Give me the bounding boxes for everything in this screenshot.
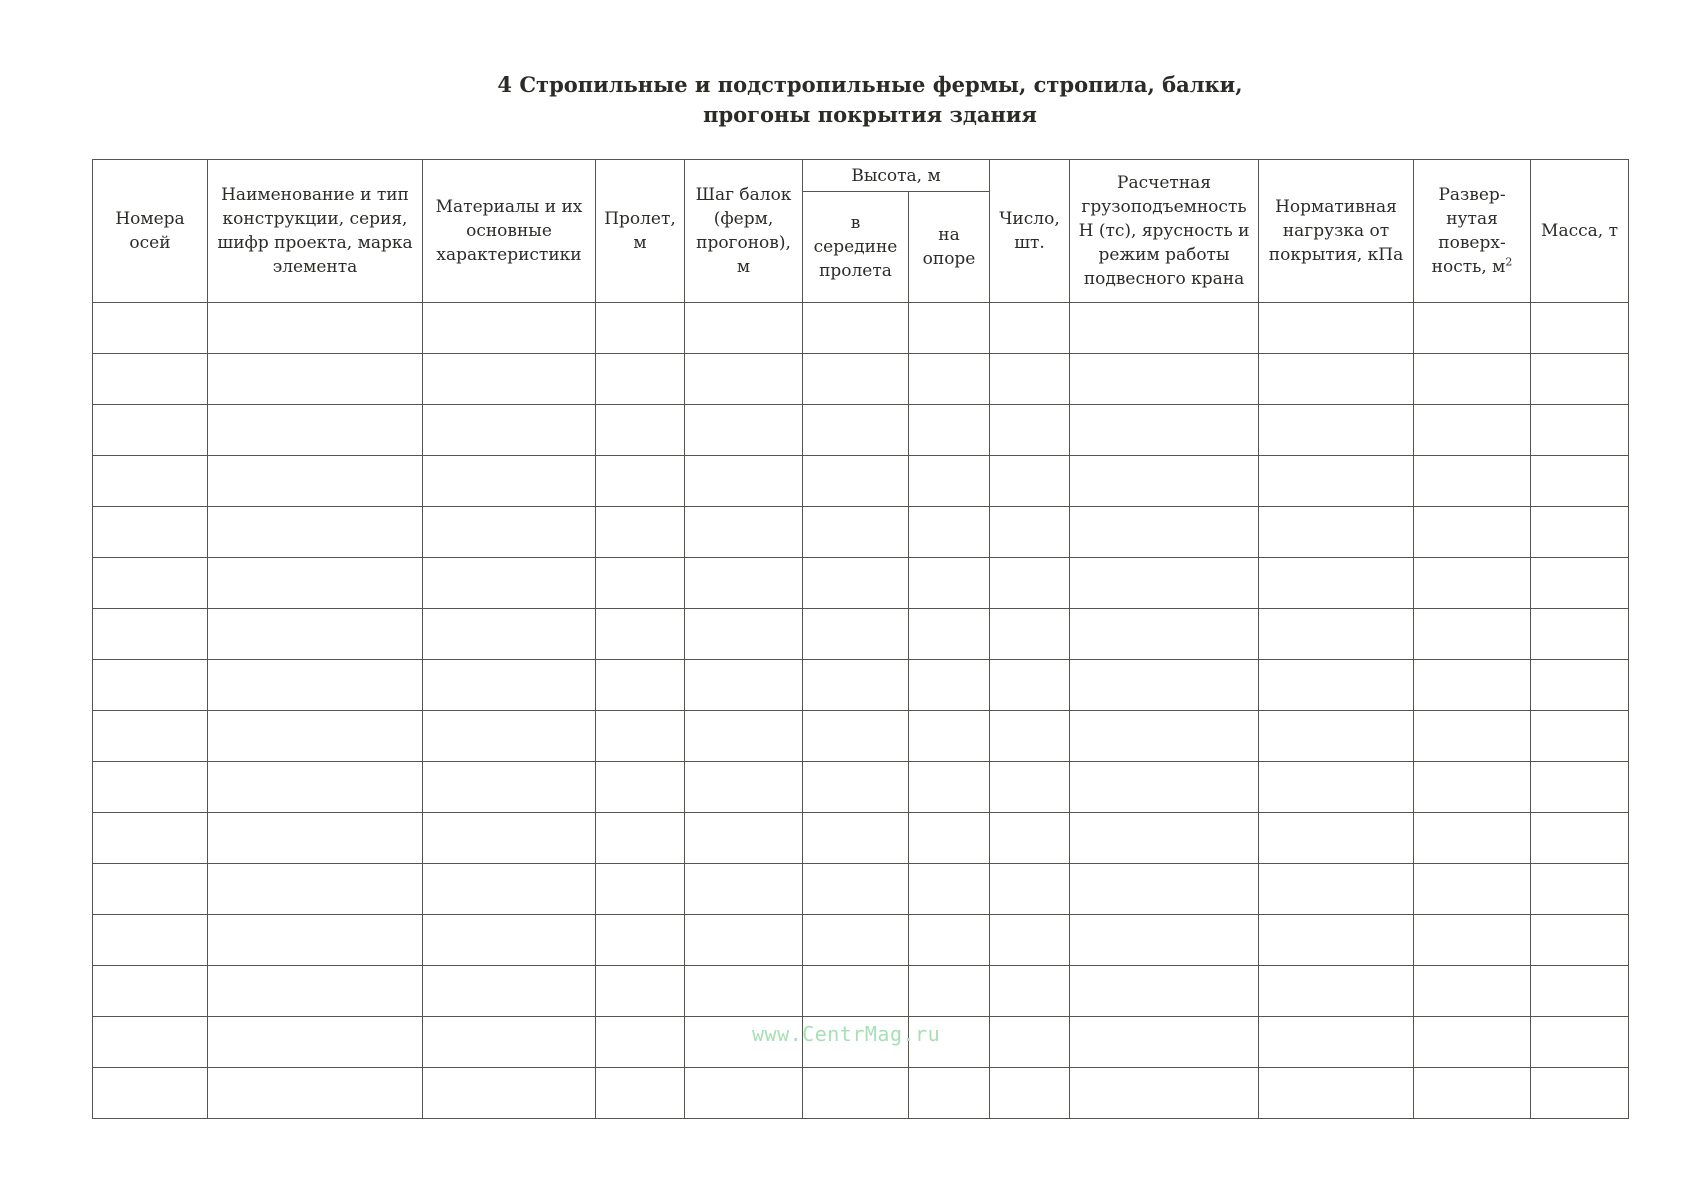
table-cell[interactable] xyxy=(423,507,596,558)
table-row xyxy=(93,354,1629,405)
header-load: Нормативная нагрузка от покрытия, кПа xyxy=(1259,160,1414,303)
table-cell[interactable] xyxy=(1070,609,1259,660)
table-cell[interactable] xyxy=(423,405,596,456)
header-span: Пролет, м xyxy=(596,160,685,303)
table-cell[interactable] xyxy=(596,762,685,813)
table-cell[interactable] xyxy=(1259,354,1414,405)
table-row xyxy=(93,456,1629,507)
table-cell[interactable] xyxy=(1070,456,1259,507)
table-cell[interactable] xyxy=(909,507,990,558)
header-axes: Номера осей xyxy=(93,160,208,303)
table-row xyxy=(93,558,1629,609)
table-row xyxy=(93,966,1629,1017)
table-cell[interactable] xyxy=(596,456,685,507)
table-cell[interactable] xyxy=(423,609,596,660)
table-cell[interactable] xyxy=(990,1068,1070,1119)
table-cell[interactable] xyxy=(596,558,685,609)
table-cell[interactable] xyxy=(685,915,803,966)
table-cell[interactable] xyxy=(93,915,208,966)
table-cell[interactable] xyxy=(1414,354,1531,405)
table-cell[interactable] xyxy=(1070,711,1259,762)
table-row xyxy=(93,762,1629,813)
table-cell[interactable] xyxy=(803,405,909,456)
table-cell[interactable] xyxy=(208,303,423,354)
table-cell[interactable] xyxy=(909,864,990,915)
table-cell[interactable] xyxy=(208,915,423,966)
table-cell[interactable] xyxy=(1414,507,1531,558)
table-cell[interactable] xyxy=(596,966,685,1017)
table-cell[interactable] xyxy=(685,660,803,711)
table-cell[interactable] xyxy=(1531,762,1629,813)
table-cell[interactable] xyxy=(803,660,909,711)
table-cell[interactable] xyxy=(208,1068,423,1119)
table-row xyxy=(93,507,1629,558)
table-row xyxy=(93,813,1629,864)
header-materials: Материалы и их основные характеристики xyxy=(423,160,596,303)
table-cell[interactable] xyxy=(596,354,685,405)
table-cell[interactable] xyxy=(596,1017,685,1068)
table-cell[interactable] xyxy=(423,915,596,966)
table-cell[interactable] xyxy=(909,303,990,354)
table-cell[interactable] xyxy=(1414,915,1531,966)
table-cell[interactable] xyxy=(423,762,596,813)
table-cell[interactable] xyxy=(1070,354,1259,405)
table-cell[interactable] xyxy=(596,507,685,558)
table-row xyxy=(93,609,1629,660)
table-cell[interactable] xyxy=(423,813,596,864)
table-cell[interactable] xyxy=(803,813,909,864)
table-cell[interactable] xyxy=(685,966,803,1017)
table-cell[interactable] xyxy=(208,354,423,405)
header-surface: Развер-нутая поверх-ность, $м^2$ xyxy=(1414,160,1531,303)
table-cell[interactable] xyxy=(423,456,596,507)
table-cell[interactable] xyxy=(803,303,909,354)
table-cell[interactable] xyxy=(1259,864,1414,915)
table-cell[interactable] xyxy=(208,609,423,660)
table-cell[interactable] xyxy=(93,507,208,558)
table-cell[interactable] xyxy=(1531,507,1629,558)
table-cell[interactable] xyxy=(990,813,1070,864)
surface-unit-superscript: 2 xyxy=(1505,255,1513,269)
table-cell[interactable] xyxy=(1070,762,1259,813)
table-cell[interactable] xyxy=(1070,1068,1259,1119)
table-cell[interactable] xyxy=(93,456,208,507)
table-cell[interactable] xyxy=(909,711,990,762)
table-cell[interactable] xyxy=(1259,507,1414,558)
table-cell[interactable] xyxy=(1259,456,1414,507)
header-height-support: на опоре xyxy=(909,192,990,303)
table-cell[interactable] xyxy=(1414,711,1531,762)
table-cell[interactable] xyxy=(423,660,596,711)
table-cell[interactable] xyxy=(1531,915,1629,966)
table-row xyxy=(93,303,1629,354)
header-height-mid: в середине пролета xyxy=(803,192,909,303)
table-cell[interactable] xyxy=(93,711,208,762)
table-cell[interactable] xyxy=(208,558,423,609)
table-cell[interactable] xyxy=(685,405,803,456)
table-cell[interactable] xyxy=(685,507,803,558)
table-cell[interactable] xyxy=(208,711,423,762)
table-cell[interactable] xyxy=(93,354,208,405)
table-row xyxy=(93,1068,1629,1119)
table-cell[interactable] xyxy=(1531,354,1629,405)
table-cell[interactable] xyxy=(1259,711,1414,762)
table-cell[interactable] xyxy=(1259,609,1414,660)
table-cell[interactable] xyxy=(990,354,1070,405)
table-cell[interactable] xyxy=(1531,864,1629,915)
table-cell[interactable] xyxy=(423,558,596,609)
header-height-group: Высота, м xyxy=(803,160,990,192)
table-cell[interactable] xyxy=(596,609,685,660)
table-cell[interactable] xyxy=(909,609,990,660)
table-cell[interactable] xyxy=(803,558,909,609)
table-cell[interactable] xyxy=(1070,303,1259,354)
table-cell[interactable] xyxy=(990,558,1070,609)
table-cell[interactable] xyxy=(990,1017,1070,1068)
table-cell[interactable] xyxy=(596,303,685,354)
table-cell[interactable] xyxy=(208,507,423,558)
table-cell[interactable] xyxy=(909,660,990,711)
table-row xyxy=(93,405,1629,456)
table-cell[interactable] xyxy=(93,813,208,864)
table-cell[interactable] xyxy=(1414,1017,1531,1068)
table-cell[interactable] xyxy=(93,1068,208,1119)
table-cell[interactable] xyxy=(1259,660,1414,711)
table-cell[interactable] xyxy=(685,456,803,507)
table-cell[interactable] xyxy=(1414,558,1531,609)
table-cell[interactable] xyxy=(93,303,208,354)
table-cell[interactable] xyxy=(93,558,208,609)
watermark: www.CentrMag.ru xyxy=(752,1022,941,1046)
table-cell[interactable] xyxy=(685,864,803,915)
table-cell[interactable] xyxy=(1259,813,1414,864)
table-cell[interactable] xyxy=(803,456,909,507)
table-cell[interactable] xyxy=(803,354,909,405)
table-cell[interactable] xyxy=(93,1017,208,1068)
table-cell[interactable] xyxy=(1531,558,1629,609)
table-cell[interactable] xyxy=(93,609,208,660)
table-cell[interactable] xyxy=(909,1068,990,1119)
table-cell[interactable] xyxy=(423,1017,596,1068)
table-cell[interactable] xyxy=(1414,660,1531,711)
table-cell[interactable] xyxy=(909,456,990,507)
table-cell[interactable] xyxy=(685,1068,803,1119)
table-cell[interactable] xyxy=(596,711,685,762)
table-cell[interactable] xyxy=(208,864,423,915)
table-cell[interactable] xyxy=(685,558,803,609)
table-cell[interactable] xyxy=(990,303,1070,354)
table-cell[interactable] xyxy=(803,711,909,762)
table-row xyxy=(93,660,1629,711)
table-row xyxy=(93,864,1629,915)
table-cell[interactable] xyxy=(1531,1017,1629,1068)
table-cell[interactable] xyxy=(423,1068,596,1119)
table-cell[interactable] xyxy=(1414,303,1531,354)
table-cell[interactable] xyxy=(1070,864,1259,915)
table-cell[interactable] xyxy=(1070,558,1259,609)
table-cell[interactable] xyxy=(1070,405,1259,456)
table-cell[interactable] xyxy=(1531,1068,1629,1119)
table-cell[interactable] xyxy=(803,966,909,1017)
table-cell[interactable] xyxy=(1531,456,1629,507)
table-cell[interactable] xyxy=(1259,915,1414,966)
table-cell[interactable] xyxy=(423,303,596,354)
table-cell[interactable] xyxy=(93,405,208,456)
table-cell[interactable] xyxy=(803,507,909,558)
table-cell[interactable] xyxy=(1531,660,1629,711)
table-cell[interactable] xyxy=(596,405,685,456)
table-cell[interactable] xyxy=(423,354,596,405)
table-cell[interactable] xyxy=(423,864,596,915)
table-cell[interactable] xyxy=(803,864,909,915)
table-cell[interactable] xyxy=(1414,609,1531,660)
table-cell[interactable] xyxy=(1070,915,1259,966)
table-body xyxy=(93,303,1629,1119)
table-cell[interactable] xyxy=(208,966,423,1017)
table-cell[interactable] xyxy=(93,864,208,915)
header-name: Наименование и тип конструкции, серия, шифр проекта, марка элемента xyxy=(208,160,423,303)
table-cell[interactable] xyxy=(990,405,1070,456)
header-crane: Расчетная грузоподъемность Н (тс), ярусность и режим работы подвесного крана xyxy=(1070,160,1259,303)
table-cell[interactable] xyxy=(909,762,990,813)
table-cell[interactable] xyxy=(423,966,596,1017)
table-cell[interactable] xyxy=(990,456,1070,507)
table-cell[interactable] xyxy=(685,711,803,762)
table-cell[interactable] xyxy=(423,711,596,762)
table-cell[interactable] xyxy=(990,507,1070,558)
table-cell[interactable] xyxy=(208,660,423,711)
table-cell[interactable] xyxy=(685,813,803,864)
table-cell[interactable] xyxy=(1259,762,1414,813)
table-cell[interactable] xyxy=(685,762,803,813)
table-cell[interactable] xyxy=(596,813,685,864)
table-cell[interactable] xyxy=(1070,813,1259,864)
table-cell[interactable] xyxy=(596,915,685,966)
table-cell[interactable] xyxy=(990,609,1070,660)
table-cell[interactable] xyxy=(1414,762,1531,813)
table-cell[interactable] xyxy=(93,660,208,711)
table-cell[interactable] xyxy=(990,864,1070,915)
table-cell[interactable] xyxy=(208,813,423,864)
table-cell[interactable] xyxy=(1414,966,1531,1017)
table-cell[interactable] xyxy=(685,354,803,405)
header-mass: Масса, т xyxy=(1531,160,1629,303)
table-cell[interactable] xyxy=(1259,303,1414,354)
table-cell[interactable] xyxy=(990,660,1070,711)
table-cell[interactable] xyxy=(909,915,990,966)
table-cell[interactable] xyxy=(1259,1017,1414,1068)
table-cell[interactable] xyxy=(93,966,208,1017)
table-cell[interactable] xyxy=(1070,1017,1259,1068)
table-cell[interactable] xyxy=(909,558,990,609)
table-cell[interactable] xyxy=(1259,405,1414,456)
table-cell[interactable] xyxy=(990,711,1070,762)
table-cell[interactable] xyxy=(803,915,909,966)
table-row xyxy=(93,915,1629,966)
table-cell[interactable] xyxy=(1531,405,1629,456)
table-cell[interactable] xyxy=(990,915,1070,966)
table-cell[interactable] xyxy=(1414,1068,1531,1119)
table-cell[interactable] xyxy=(1414,813,1531,864)
table-cell[interactable] xyxy=(909,966,990,1017)
table-cell[interactable] xyxy=(1259,558,1414,609)
table-cell[interactable] xyxy=(1259,1068,1414,1119)
table-cell[interactable] xyxy=(1531,966,1629,1017)
table-cell[interactable] xyxy=(93,762,208,813)
table-cell[interactable] xyxy=(208,456,423,507)
title-line-2: прогоны покрытия здания xyxy=(703,102,1037,127)
table-cell[interactable] xyxy=(1531,303,1629,354)
table-cell[interactable] xyxy=(596,1068,685,1119)
header-count: Число, шт. xyxy=(990,160,1070,303)
table-cell[interactable] xyxy=(1531,711,1629,762)
table-cell[interactable] xyxy=(208,762,423,813)
table-cell[interactable] xyxy=(1531,813,1629,864)
table-cell[interactable] xyxy=(596,864,685,915)
table-cell[interactable] xyxy=(1070,660,1259,711)
table-cell[interactable] xyxy=(1414,864,1531,915)
table-cell[interactable] xyxy=(1259,966,1414,1017)
page-title xyxy=(0,70,1697,130)
table-cell[interactable] xyxy=(803,762,909,813)
table-cell[interactable] xyxy=(909,354,990,405)
table-cell[interactable] xyxy=(208,1017,423,1068)
table-cell[interactable] xyxy=(1070,966,1259,1017)
table-cell[interactable] xyxy=(1414,405,1531,456)
table-cell[interactable] xyxy=(685,609,803,660)
table-cell[interactable] xyxy=(909,405,990,456)
header-step: Шаг балок (ферм, прогонов), м xyxy=(685,160,803,303)
table-cell[interactable] xyxy=(909,813,990,864)
structures-table xyxy=(92,159,1629,1119)
table-row xyxy=(93,711,1629,762)
table-cell[interactable] xyxy=(990,966,1070,1017)
title-line-1: 4 Стропильные и подстропильные фермы, стропила, балки, xyxy=(497,72,1243,97)
table-cell[interactable] xyxy=(596,660,685,711)
table-cell[interactable] xyxy=(803,1068,909,1119)
table-cell[interactable] xyxy=(1070,507,1259,558)
table-cell[interactable] xyxy=(1531,609,1629,660)
table-cell[interactable] xyxy=(990,762,1070,813)
table-cell[interactable] xyxy=(1414,456,1531,507)
table-cell[interactable] xyxy=(208,405,423,456)
table-cell[interactable] xyxy=(803,609,909,660)
table-cell[interactable] xyxy=(685,303,803,354)
